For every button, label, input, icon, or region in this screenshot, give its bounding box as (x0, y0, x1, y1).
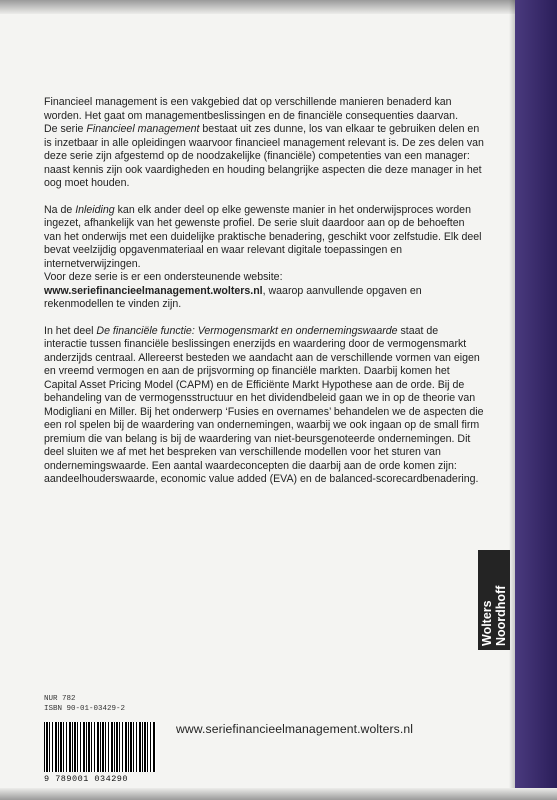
website-url-bottom[interactable]: www.seriefinancieelmanagement.wolters.nl (176, 722, 414, 736)
paragraph-intro: Financieel management is een vakgebied dat op verschillende manieren benaderd kan worden. Het gaat om managementbeslissingen en de financiële consequenties daarvan. (44, 96, 459, 122)
blurb-text (44, 96, 484, 487)
barcode-number: 9 789001 034290 (44, 774, 129, 784)
paragraph-series: De serie Financieel management bestaat uit zes dunne, los van elkaar te gebruiken delen en is inzetbaar in alle opleidingen waarvoor financieel management relevant is. De zes delen van deze serie zijn afgestemd op de noodzakelijke (financiële) competenties van een manager: naast kennis zijn ook vaardigheden en houding belangrijke aspecten die deze manager in het oog moet houden. (44, 123, 484, 189)
website-link[interactable]: www.seriefinancieelmanagement.wolters.nl (44, 284, 263, 297)
bottom-shadow (0, 788, 557, 800)
series-title: Financieel management (86, 123, 200, 135)
barcode (44, 722, 156, 786)
nur-isbn-block (44, 694, 125, 714)
book-title: De financiële functie: Vermogensmarkt en ondernemingswaarde (96, 324, 398, 337)
barcode-bars (44, 722, 156, 772)
isbn-code: ISBN 90-01-03429-2 (44, 705, 126, 713)
paragraph-website: Voor deze serie is er een ondersteunende website: www.seriefinancieelmanagement.wolters.nl, waarop aanvullende opgaven en rekenmodellen te vinden zijn. (44, 271, 422, 310)
paragraph-content: In het deel De financiële functie: Vermogensmarkt en ondernemingswaarde staat de interactie tussen financiële beslissingen enerzijds en waardering door de vermogensmarkt anderzijds centraal. Allereerst besteden we aandacht aan de verschillende vormen van eigen en vreemd vermogen en aan de prijsvorming op financiële markten. Daarbij komen het Capital Asset Pricing Model (CAPM) en de Efficiënte Markt Hypothese aan de orde. Bij de behandeling van de vermogensstructuur en het dividendbeleid gaan we in op de theorie van Modigliani en Miller. Bij het onderwerp ‘Fusies en overnames’ behandelen we de aspecten die een rol spelen bij de waardering van ondernemingen, waarbij we ook ingaan op de small firm premium die van belang is bij de waardering van niet-beursgenoteerde ondernemingen. Dit deel sluiten we af met het bespreken van verschillende modellen voor het sturen van ondernemingswaarde. Een aantal waardeconcepten die daarbij aan de orde komen zijn: aandeelhouderswaarde, economic value added (EVA) en de balanced-scorecardbenadering. (44, 324, 484, 485)
purple-spine-stripe (515, 0, 557, 800)
nur-code: NUR 782 (44, 695, 76, 703)
top-shadow (0, 0, 557, 14)
wolters-noordhoff-logo: Wolters Noordhoff (478, 550, 510, 650)
paragraph-usage: Na de Inleiding kan elk ander deel op elke gewenste manier in het onderwijsproces worden ingezet, afhankelijk van het gewenste profiel. De serie sluit daardoor aan op de behoeften van het onderwijs met een duidelijke praktische benadering, geschikt voor zelfstudie. Elk deel bevat veelzijdig opgavenmateriaal en waar relevant digitale toepassingen en internetverwijzingen. (44, 203, 482, 270)
inleiding-title: Inleiding (75, 203, 115, 216)
